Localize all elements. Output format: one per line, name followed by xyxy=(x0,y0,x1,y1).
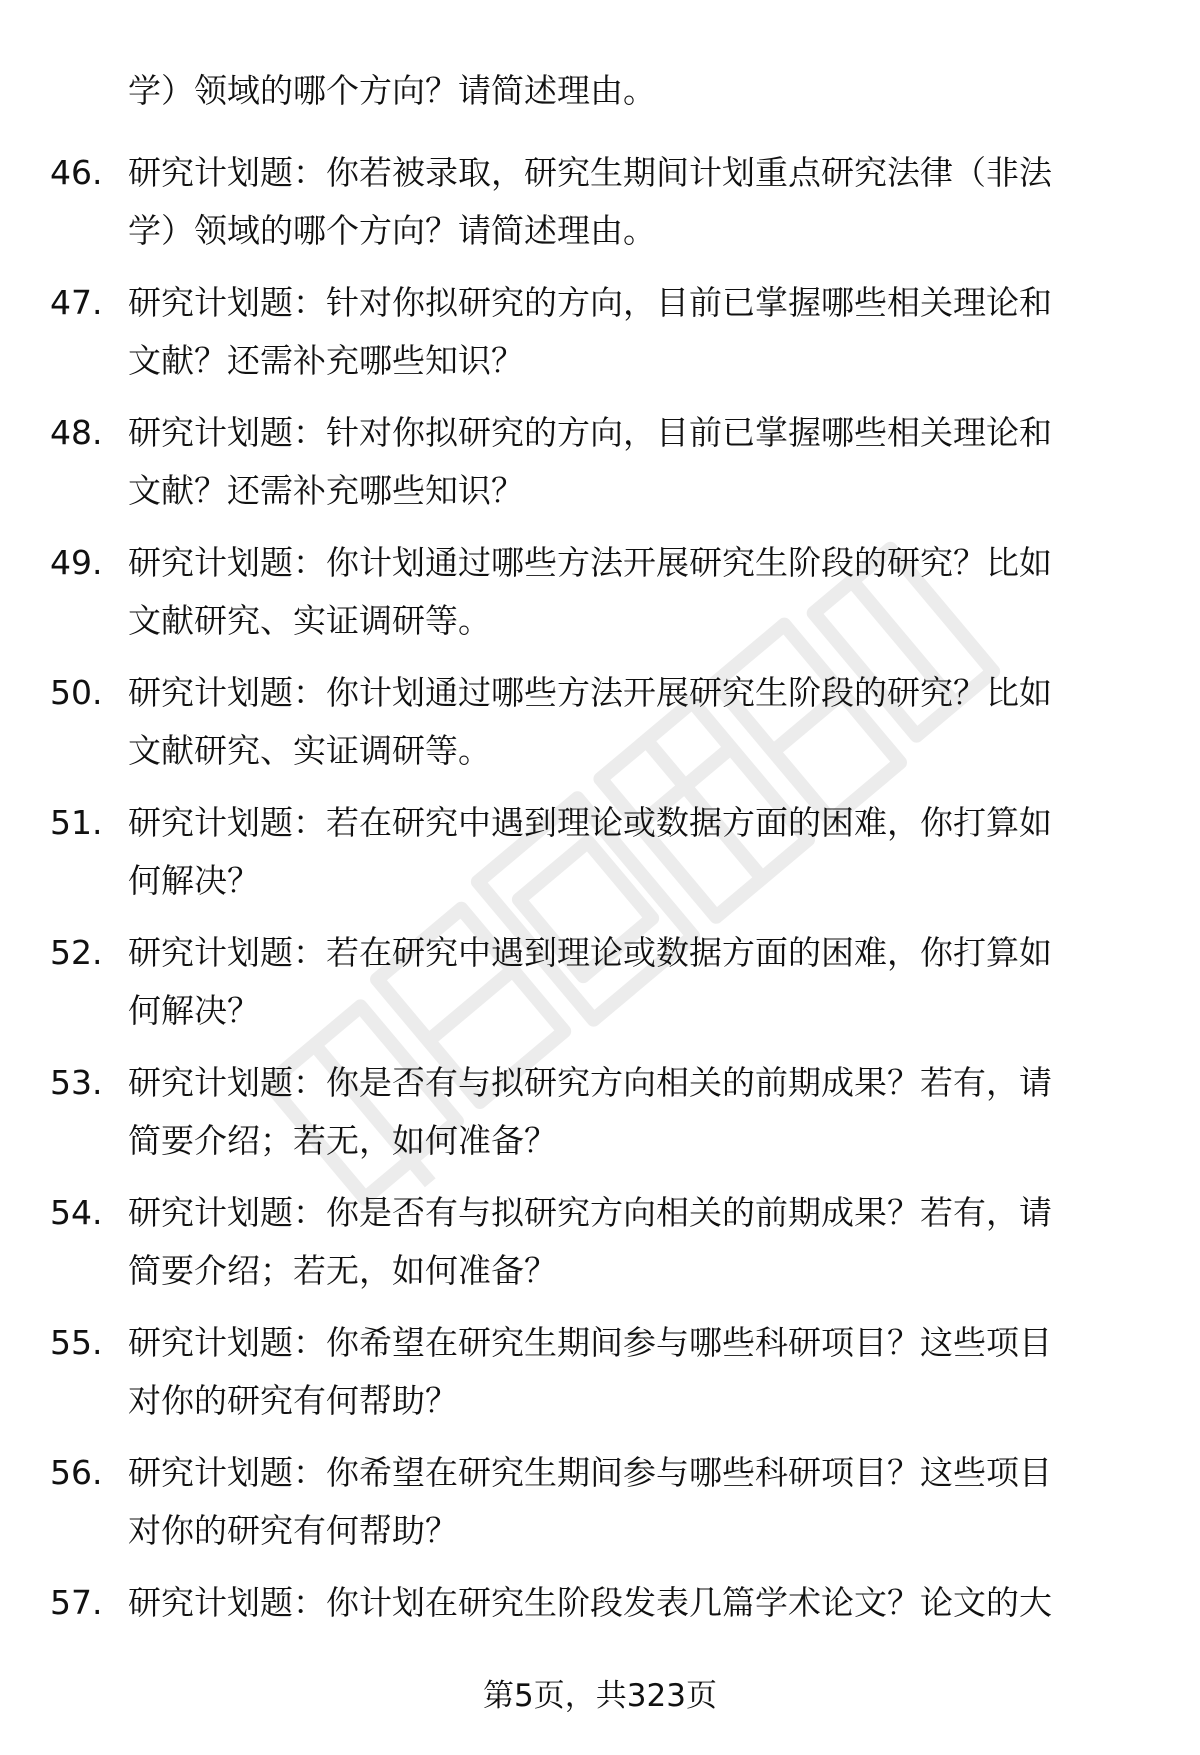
question-line: 文献？还需补充哪些知识？ xyxy=(128,471,524,510)
question-line: 何解决？ xyxy=(128,861,260,900)
list-item xyxy=(0,1184,1200,1314)
question-line: 学）领域的哪个方向？请简述理由。 xyxy=(128,211,656,250)
question-number: 52. xyxy=(50,933,103,972)
question-list xyxy=(0,144,1200,1704)
question-line: 文献？还需补充哪些知识？ xyxy=(128,341,524,380)
list-item xyxy=(0,274,1200,404)
list-item xyxy=(0,1054,1200,1184)
question-text xyxy=(128,794,1138,910)
question-line: 简要介绍；若无，如何准备？ xyxy=(128,1121,557,1160)
question-line: 研究计划题：你是否有与拟研究方向相关的前期成果？若有，请 xyxy=(128,1063,1052,1102)
list-item xyxy=(0,924,1200,1054)
list-item xyxy=(0,794,1200,924)
question-text xyxy=(128,534,1138,650)
question-line: 简要介绍；若无，如何准备？ xyxy=(128,1251,557,1290)
list-item xyxy=(0,144,1200,274)
question-number: 47. xyxy=(50,283,103,322)
question-line: 研究计划题：针对你拟研究的方向，目前已掌握哪些相关理论和 xyxy=(128,283,1052,322)
question-number: 55. xyxy=(50,1323,103,1362)
question-text xyxy=(128,144,1138,260)
question-number: 50. xyxy=(50,673,103,712)
question-line: 研究计划题：若在研究中遇到理论或数据方面的困难，你打算如 xyxy=(128,933,1052,972)
question-number: 49. xyxy=(50,543,103,582)
question-line: 对你的研究有何帮助？ xyxy=(128,1511,458,1550)
list-item xyxy=(0,1314,1200,1444)
question-line: 研究计划题：若在研究中遇到理论或数据方面的困难，你打算如 xyxy=(128,803,1052,842)
question-number: 56. xyxy=(50,1453,103,1492)
question-text xyxy=(128,664,1138,780)
question-text xyxy=(128,1574,1138,1632)
question-number: 53. xyxy=(50,1063,103,1102)
question-line: 文献研究、实证调研等。 xyxy=(128,731,491,770)
question-line: 研究计划题：针对你拟研究的方向，目前已掌握哪些相关理论和 xyxy=(128,413,1052,452)
question-line: 研究计划题：你若被录取，研究生期间计划重点研究法律（非法 xyxy=(128,153,1052,192)
question-text xyxy=(128,1054,1138,1170)
question-continuation: 学）领域的哪个方向？请简述理由。 xyxy=(128,71,656,110)
question-line: 研究计划题：你希望在研究生期间参与哪些科研项目？这些项目 xyxy=(128,1323,1052,1362)
question-number: 46. xyxy=(50,153,103,192)
question-line: 研究计划题：你计划在研究生阶段发表几篇学术论文？论文的大 xyxy=(128,1583,1052,1622)
question-text xyxy=(128,1444,1138,1560)
question-line: 研究计划题：你计划通过哪些方法开展研究生阶段的研究？比如 xyxy=(128,543,1052,582)
question-text xyxy=(128,1314,1138,1430)
question-text xyxy=(128,1184,1138,1300)
question-line: 何解决？ xyxy=(128,991,260,1030)
list-item xyxy=(0,664,1200,794)
question-text xyxy=(128,404,1138,520)
question-line: 研究计划题：你是否有与拟研究方向相关的前期成果？若有，请 xyxy=(128,1193,1052,1232)
question-line: 对你的研究有何帮助？ xyxy=(128,1381,458,1420)
page-footer: 第5页，共323页 xyxy=(483,1678,717,1714)
question-text xyxy=(128,274,1138,390)
question-number: 57. xyxy=(50,1583,103,1622)
question-text xyxy=(128,924,1138,1040)
question-line: 研究计划题：你计划通过哪些方法开展研究生阶段的研究？比如 xyxy=(128,673,1052,712)
list-item xyxy=(0,1444,1200,1574)
list-item xyxy=(0,404,1200,534)
question-line: 文献研究、实证调研等。 xyxy=(128,601,491,640)
question-number: 48. xyxy=(50,413,103,452)
question-line: 研究计划题：你希望在研究生期间参与哪些科研项目？这些项目 xyxy=(128,1453,1052,1492)
question-number: 54. xyxy=(50,1193,103,1232)
list-item xyxy=(0,534,1200,664)
question-number: 51. xyxy=(50,803,103,842)
